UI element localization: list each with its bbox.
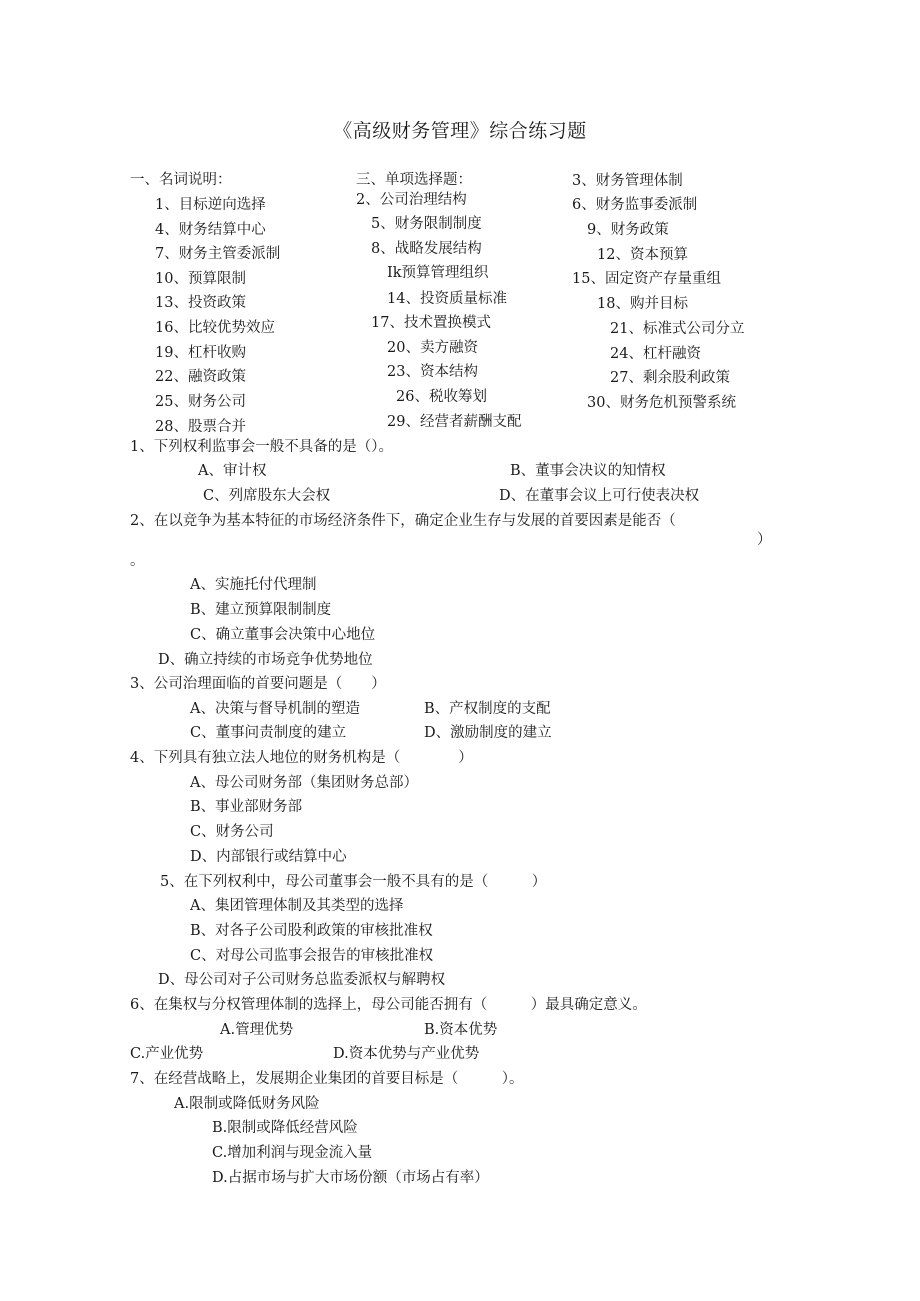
term-item: 10、预算限制 — [155, 271, 246, 287]
answer-option: B.限制或降低经营风险 — [212, 1120, 358, 1136]
answer-option: B.资本优势 — [424, 1022, 498, 1038]
term-item: 5、财务限制制度 — [371, 216, 482, 232]
section-heading-single-choice: 三、单项选择题： — [356, 172, 472, 188]
answer-option: D、激励制度的建立 — [424, 725, 552, 741]
term-item: 27、剩余股利政策 — [610, 370, 730, 386]
answer-option: C.增加利润与现金流入量 — [212, 1145, 373, 1161]
answer-option: B、对各子公司股利政策的审核批准权 — [190, 923, 433, 939]
answer-option: C、列席股东大会权 — [203, 488, 331, 504]
answer-option: D、在董事会议上可行使表决权 — [499, 488, 700, 504]
section-heading-terms: 一、名词说明： — [130, 172, 232, 188]
answer-option: B、产权制度的支配 — [424, 701, 551, 717]
answer-option: A.管理优势 — [220, 1022, 294, 1038]
question-stem: 1、下列权利监事会一般不具备的是（）。 — [130, 439, 393, 455]
answer-option: C.产业优势 — [130, 1046, 204, 1062]
answer-option: C、董事问责制度的建立 — [190, 725, 347, 741]
term-item: 12、资本预算 — [597, 247, 688, 263]
question-stem: 6、在集权与分权管理体制的选择上，母公司能否拥有（ ）最具确定意义。 — [130, 997, 647, 1013]
question-stem: 2、在以竞争为基本特征的市场经济条件下，确定企业生存与发展的首要因素是能否（ — [130, 513, 676, 529]
question-stem: 5、在下列权利中，母公司董事会一般不具有的是（ ） — [160, 874, 547, 890]
term-item: 21、标准式公司分立 — [610, 321, 745, 337]
term-item: 9、财务政策 — [587, 222, 669, 238]
term-item: 17、技术置换模式 — [371, 315, 491, 331]
document-title: 《高级财务管理》综合练习题 — [333, 120, 587, 142]
term-item: 24、杠杆融资 — [610, 346, 701, 362]
answer-option: C、确立董事会决策中心地位 — [190, 627, 376, 643]
term-item: 29、经营者薪酬支配 — [387, 414, 522, 430]
term-item: 13、投资政策 — [155, 295, 246, 311]
answer-option: C、财务公司 — [190, 824, 274, 840]
question-stem: 7、在经营战略上，发展期企业集团的首要目标是（ ）。 — [130, 1071, 524, 1087]
term-item: 18、购并目标 — [597, 296, 688, 312]
term-item: 7、财务主管委派制 — [155, 246, 281, 262]
question-stem: 4、下列具有独立法人地位的财务机构是（ ） — [130, 750, 473, 766]
answer-option: C、对母公司监事会报告的审核批准权 — [190, 948, 434, 964]
term-item: 28、股票合并 — [155, 419, 246, 435]
answer-option: A、审计权 — [198, 463, 267, 479]
term-item: 19、杠杆收购 — [155, 345, 246, 361]
term-item: 14、投资质量标准 — [387, 291, 507, 307]
term-item: 15、固定资产存量重组 — [572, 271, 721, 287]
answer-option: A、实施托付代理制 — [190, 577, 317, 593]
answer-option: D.占据市场与扩大市场份额（市场占有率） — [212, 1170, 489, 1186]
term-item: 22、融资政策 — [155, 369, 246, 385]
term-item: 26、税收筹划 — [396, 389, 487, 405]
question-stem: 3、公司治理面临的首要问题是（ ） — [130, 676, 386, 692]
answer-option: A、集团管理体制及其类型的选择 — [190, 898, 404, 914]
term-item: 3、财务管理体制 — [572, 173, 683, 189]
answer-option: A、决策与督导机制的塑造 — [190, 701, 360, 717]
answer-option: D.资本优势与产业优势 — [333, 1046, 480, 1062]
answer-option: B、事业部财务部 — [190, 799, 303, 815]
answer-option: A、母公司财务部（集团财务总部） — [190, 775, 418, 791]
answer-option: B、董事会决议的知情权 — [510, 463, 666, 479]
question-stem-paren: ） — [757, 532, 772, 548]
term-item: 4、财务结算中心 — [155, 222, 266, 238]
term-item: 23、资本结构 — [387, 364, 478, 380]
term-item: 30、财务危机预警系统 — [587, 395, 736, 411]
answer-option: D、确立持续的市场竞争优势地位 — [158, 652, 373, 668]
term-item: Ik预算管理组织 — [387, 265, 489, 281]
answer-option: B、建立预算限制制度 — [190, 602, 332, 618]
answer-option: D、母公司对子公司财务总监委派权与解聘权 — [158, 972, 446, 988]
answer-option: A.限制或降低财务风险 — [174, 1096, 320, 1112]
term-item: 1、目标逆向选择 — [155, 197, 266, 213]
term-item: 20、卖方融资 — [387, 340, 478, 356]
term-item: 2、公司治理结构 — [356, 192, 467, 208]
term-item: 25、财务公司 — [155, 394, 246, 410]
term-item: 16、比较优势效应 — [155, 320, 275, 336]
term-item: 8、战略发展结构 — [371, 241, 482, 257]
answer-option: D、内部银行或结算中心 — [190, 849, 347, 865]
question-stem-period: 。 — [130, 553, 145, 569]
term-item: 6、财务监事委派制 — [572, 197, 698, 213]
